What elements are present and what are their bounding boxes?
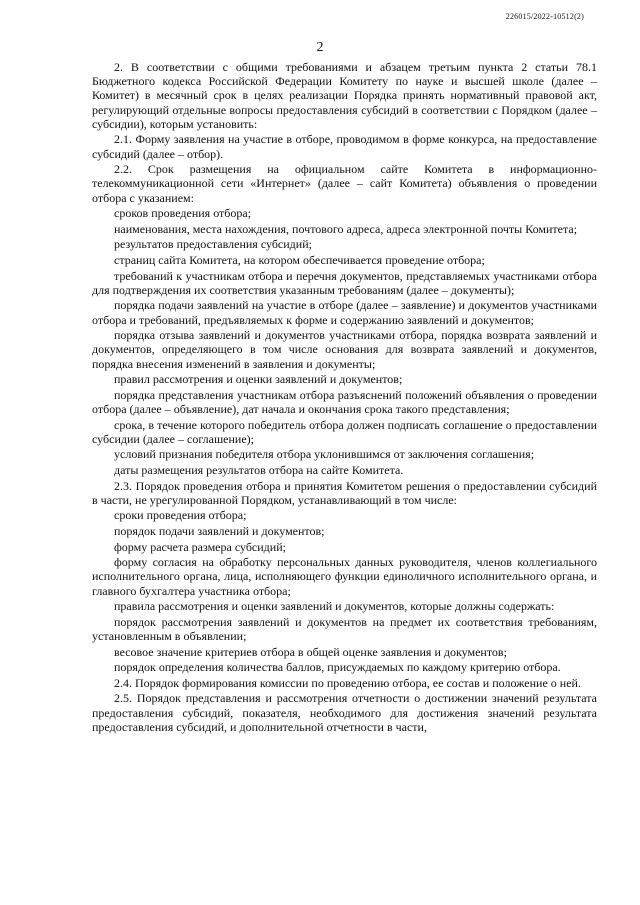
document-body bbox=[92, 60, 597, 735]
paragraph: требований к участникам отбора и перечня документов, представляемых участниками отбора для подтверждения их соответствия указанным требованиям (далее – документы); bbox=[92, 268, 597, 297]
document-registration-number: 226015/2022-10512(2) bbox=[505, 12, 584, 21]
paragraph: 2.1. Форму заявления на участие в отборе, проводимом в форме конкурса, на предоставление субсидий (далее – отбор). bbox=[92, 132, 597, 161]
paragraph: условий признания победителя отбора уклонившимся от заключения соглашения; bbox=[114, 447, 535, 462]
paragraph: порядок определения количества баллов, присуждаемых по каждому критерию отбора. bbox=[114, 660, 561, 675]
paragraph: порядка представления участникам отбора разъяснений положений объявления о проведении отбора (далее – объявление), дат начала и окончания срока такого представления; bbox=[92, 387, 597, 416]
paragraph: правил рассмотрения и оценки заявлений и документов; bbox=[114, 372, 403, 387]
paragraph: сроки проведения отбора; bbox=[114, 508, 247, 523]
paragraph: форму согласия на обработку персональных данных руководителя, членов коллегиального исполнительного органа, лица, исполняющего функции единоличного исполнительного органа, и главного бухгалтера участника отбора; bbox=[92, 555, 597, 598]
paragraph: страниц сайта Комитета, на котором обеспечивается проведение отбора; bbox=[114, 252, 485, 267]
paragraph: 2.3. Порядок проведения отбора и принятия Комитетом решения о предоставлении субсидий в части, не урегулированной Порядком, устанавливающий в том числе: bbox=[92, 478, 597, 507]
paragraph: сроков проведения отбора; bbox=[114, 206, 252, 221]
paragraph: результатов предоставления субсидий; bbox=[114, 237, 312, 252]
paragraph: 2. В соответствии с общими требованиями и абзацем третьим пункта 2 статьи 78.1 Бюджетного кодекса Российской Федерации Комитету по науке и высшей школе (далее – Комитет) в месячный срок в целях реализации Порядка принять нормативный правовой акт, регулирующий отдельные вопросы предоставления субсидий в соответствии с Порядком (далее – субсидии), которым установить: bbox=[92, 60, 597, 131]
page-number: 2 bbox=[316, 40, 324, 55]
paragraph: правила рассмотрения и оценки заявлений и документов, которые должны содержать: bbox=[114, 599, 555, 614]
paragraph: порядок рассмотрения заявлений и документов на предмет их соответствия требованиям, установленным в объявлении; bbox=[92, 614, 597, 643]
paragraph: 2.2. Срок размещения на официальном сайте Комитета в информационно-телекоммуникационной сети «Интернет» (далее – сайт Комитета) объявления о проведении отбора с указанием: bbox=[92, 162, 597, 205]
paragraph: наименования, места нахождения, почтового адреса, адреса электронной почты Комитета; bbox=[114, 221, 578, 236]
paragraph: порядок подачи заявлений и документов; bbox=[114, 523, 325, 538]
paragraph: порядка отзыва заявлений и документов участниками отбора, порядка возврата заявлений и документов, определяющего в том числе основания для возврата заявлений и документов, порядка внесения изменений в заявления и документы; bbox=[92, 328, 597, 371]
paragraph: срока, в течение которого победитель отбора должен подписать соглашение о предоставлении субсидии (далее – соглашение); bbox=[92, 417, 597, 446]
paragraph: даты размещения результатов отбора на сайте Комитета. bbox=[114, 462, 404, 477]
paragraph: 2.4. Порядок формирования комиссии по проведению отбора, ее состав и положение о ней. bbox=[114, 675, 581, 690]
paragraph: форму расчета размера субсидий; bbox=[114, 539, 286, 554]
paragraph: 2.5. Порядок представления и рассмотрения отчетности о достижении значений результата предоставления субсидий, показателя, необходимого для достижения значений результата предоставления субсидий, и дополнительной отчетности в части, bbox=[92, 691, 597, 734]
paragraph: порядка подачи заявлений на участие в отборе (далее – заявление) и документов участниками отбора и требований, предъявляемых к форме и содержанию заявлений и документов; bbox=[92, 298, 597, 327]
paragraph: весовое значение критериев отбора в общей оценке заявления и документов; bbox=[114, 644, 507, 659]
